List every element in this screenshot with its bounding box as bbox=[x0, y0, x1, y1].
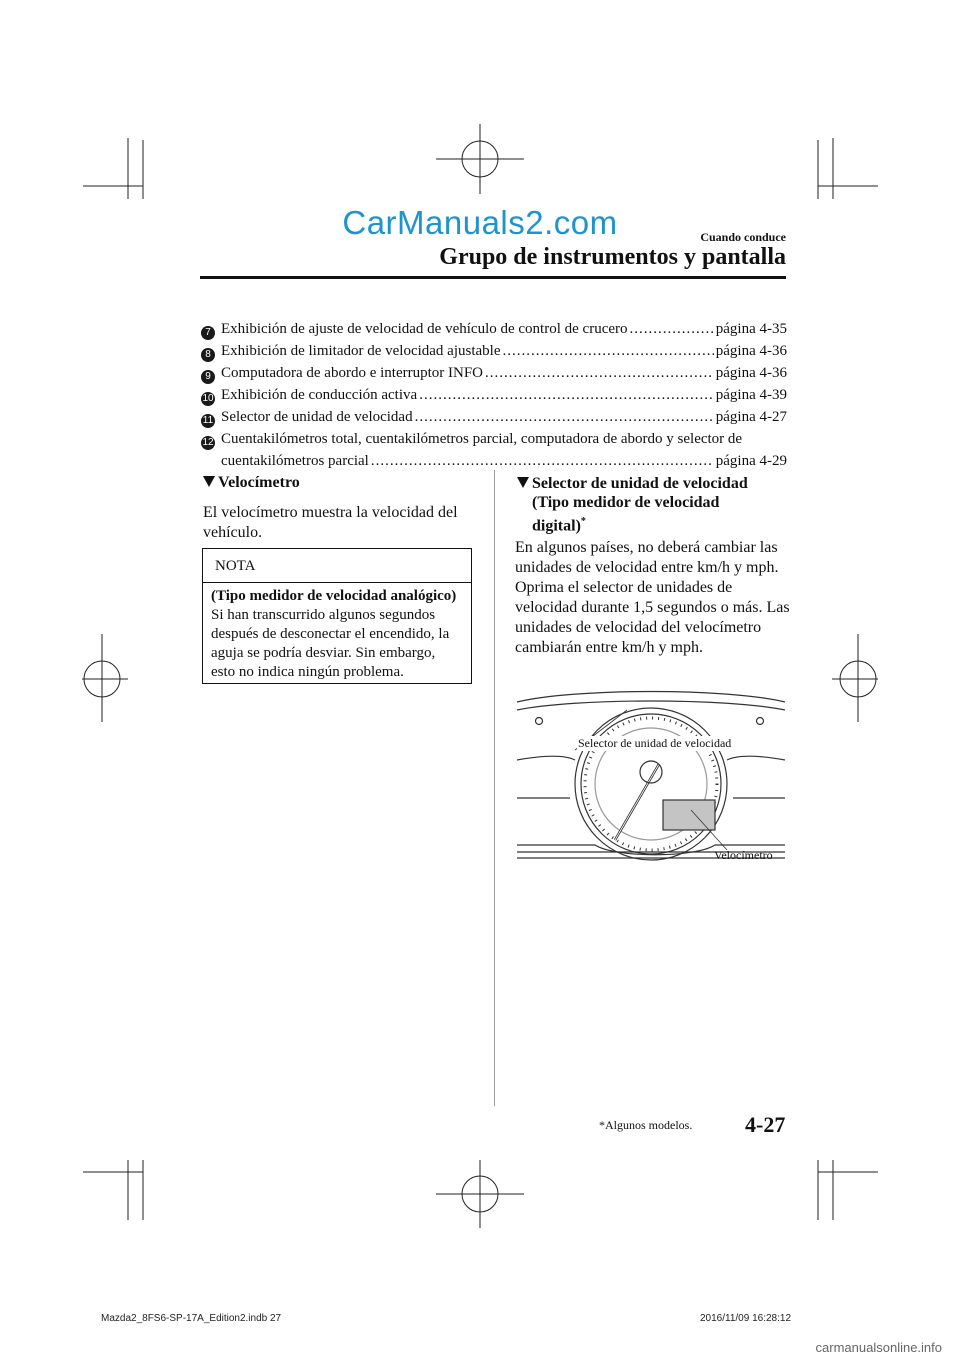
print-timestamp: 2016/11/09 16:28:12 bbox=[700, 1313, 792, 1324]
item-number-icon: 12 bbox=[202, 437, 214, 448]
toc-item bbox=[201, 362, 787, 384]
leader-dots bbox=[503, 340, 714, 362]
toc-item-text: Exhibición de ajuste de velocidad de vehículo de control de crucero bbox=[221, 321, 628, 337]
site-watermark: carmanualsonline.info bbox=[815, 1340, 942, 1355]
toc-item bbox=[201, 340, 787, 362]
section-label: Cuando conduce bbox=[700, 230, 786, 244]
cluster-illustration bbox=[515, 680, 787, 862]
triangle-bullet-icon bbox=[517, 477, 529, 488]
label-speedometer: Velocímetro bbox=[714, 848, 773, 862]
item-number-icon: 11 bbox=[202, 415, 214, 426]
item-number-icon: 9 bbox=[201, 370, 215, 384]
heading-text: digital) bbox=[532, 517, 581, 535]
page-reference[interactable]: página 4-27 bbox=[715, 409, 787, 425]
toc-item-text: Selector de unidad de velocidad bbox=[221, 409, 413, 425]
item-number-icon: 10 bbox=[202, 393, 214, 404]
item-number-icon: 8 bbox=[201, 348, 215, 362]
page-reference[interactable]: página 4-35 bbox=[715, 321, 787, 337]
toc-item bbox=[201, 318, 787, 340]
instrument-cluster-drawing bbox=[515, 680, 787, 862]
page-reference[interactable]: página 4-39 bbox=[715, 387, 787, 403]
heading-text: Selector de unidad de velocidad bbox=[532, 475, 748, 492]
footnote: *Algunos modelos. bbox=[599, 1118, 693, 1132]
body-paragraph: El velocímetro muestra la velocidad del vehículo. bbox=[203, 504, 458, 541]
note-box bbox=[202, 548, 472, 684]
toc-item-text: Exhibición de conducción activa bbox=[221, 387, 418, 403]
page-title: Grupo de instrumentos y pantalla bbox=[439, 244, 786, 270]
toc-list bbox=[201, 318, 787, 472]
section-heading-speedometer bbox=[203, 474, 300, 492]
toc-item bbox=[201, 384, 787, 406]
heading-line bbox=[517, 474, 787, 493]
toc-item-text: Cuentakilómetros total, cuentakilómetros parcial, computadora de abordo y selector de bbox=[221, 431, 743, 447]
page-reference[interactable]: página 4-36 bbox=[715, 365, 787, 381]
toc-item-continuation bbox=[201, 450, 787, 472]
body-paragraph: En algunos países, no deberá cambiar las unidades de velocidad entre km/h y mph. Oprima el selector de unidades de velocidad durante 1,5 segundos o más. Las unidades de velocidad del velocímetro cambiarán entre km/h y mph. bbox=[515, 539, 790, 656]
note-body: Si han transcurrido algunos segundos después de desconectar el encendido, la aguja se podría desviar. Sin embargo, esto no indica ningún problema. bbox=[211, 607, 450, 680]
title-rule bbox=[200, 276, 786, 279]
heading-line bbox=[517, 512, 787, 535]
toc-item-text: cuentakilómetros parcial bbox=[221, 453, 369, 469]
toc-item bbox=[201, 406, 787, 428]
section-heading-speed-unit-selector bbox=[517, 474, 787, 535]
note-label: NOTA bbox=[203, 549, 471, 583]
toc-item-text: Computadora de abordo e interruptor INFO bbox=[221, 365, 484, 381]
item-number-icon: 7 bbox=[201, 326, 215, 340]
leader-dots bbox=[485, 362, 714, 384]
print-filename: Mazda2_8FS6-SP-17A_Edition2.indb 27 bbox=[101, 1313, 282, 1324]
leader-dots bbox=[415, 406, 714, 428]
toc-item-text: Exhibición de limitador de velocidad ajustable bbox=[221, 343, 501, 359]
leader-dots bbox=[419, 384, 714, 406]
triangle-bullet-icon bbox=[203, 476, 215, 487]
leader-dots bbox=[630, 318, 714, 340]
heading-line: (Tipo medidor de velocidad bbox=[532, 494, 720, 511]
page-reference[interactable]: página 4-36 bbox=[715, 343, 787, 359]
column-divider bbox=[494, 470, 495, 1106]
label-speed-unit-selector: Selector de unidad de velocidad bbox=[578, 736, 732, 750]
toc-item bbox=[201, 428, 787, 450]
footnote-mark: * bbox=[580, 516, 586, 527]
note-subtitle: (Tipo medidor de velocidad analógico) bbox=[211, 588, 457, 604]
page-number: 4-27 bbox=[745, 1112, 786, 1137]
watermark-logo: CarManuals2.com bbox=[342, 204, 618, 241]
heading-text: Velocímetro bbox=[218, 474, 300, 491]
leader-dots bbox=[371, 450, 714, 472]
page-reference[interactable]: página 4-29 bbox=[715, 453, 787, 469]
